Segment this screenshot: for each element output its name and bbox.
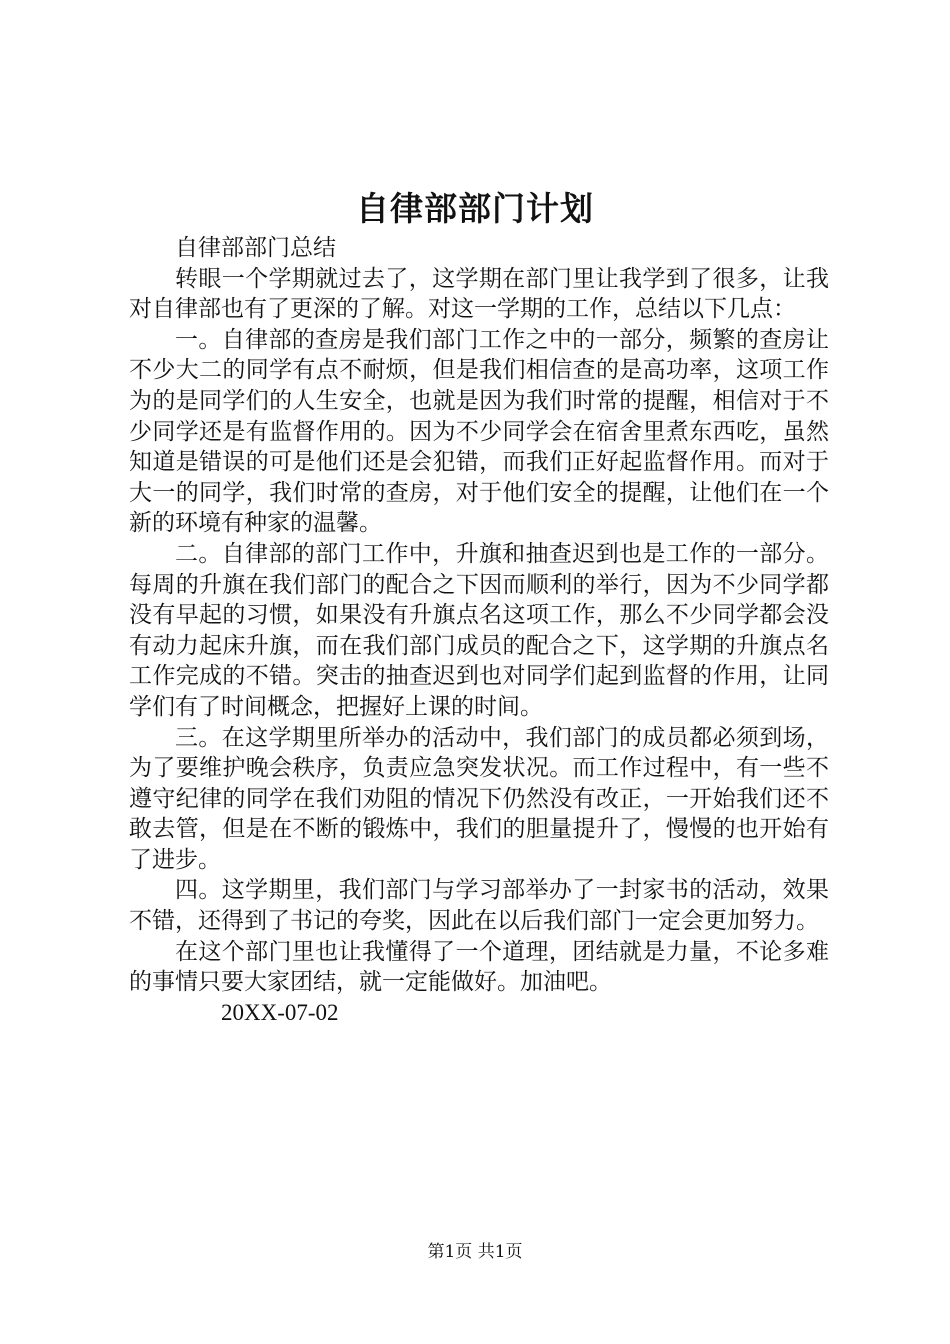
- paragraph-point-2: 二。自律部的部门工作中，升旗和抽查迟到也是工作的一部分。每周的升旗在我们部门的配合之下因而顺利的举行，因为不少同学都没有早起的习惯，如果没有升旗点名这项工作，那么不少同学都会没有动力起床升旗，而在我们部门成员的配合之下，这学期的升旗点名工作完成的不错。突击的抽查迟到也对同学们起到监督的作用，让同学们有了时间概念，把握好上课的时间。: [129, 540, 829, 720]
- paragraph-conclusion: 在这个部门里也让我懂得了一个道理，团结就是力量，不论多难的事情只要大家团结，就一定能做好。加油吧。: [129, 938, 829, 996]
- paragraph-point-4: 四。这学期里，我们部门与学习部举办了一封家书的活动，效果不错，还得到了书记的夸奖，因此在以后我们部门一定会更加努力。: [129, 877, 829, 935]
- document-body: [129, 233, 829, 1028]
- paragraph-heading: 自律部部门总结: [175, 235, 336, 261]
- document-title: 自律部部门计划: [356, 189, 594, 228]
- paragraph-intro: 转眼一个学期就过去了，这学期在部门里让我学到了很多，让我对自律部也有了更深的了解。对这一学期的工作，总结以下几点：: [129, 265, 829, 323]
- document-date: 20XX-07-02: [221, 999, 339, 1025]
- page-number-footer: 第1页 共1页: [427, 1242, 523, 1262]
- paragraph-point-1: 一。自律部的查房是我们部门工作之中的一部分，频繁的查房让不少大二的同学有点不耐烦，但是我们相信查的是高功率，这项工作为的是同学们的人生安全，也就是因为我们时常的提醒，相信对于不少同学还是有监督作用的。因为不少同学会在宿舍里煮东西吃，虽然知道是错误的可是他们还是会犯错，而我们正好起监督作用。而对于大一的同学，我们时常的查房，对于他们安全的提醒，让他们在一个新的环境有种家的温馨。: [129, 326, 829, 537]
- paragraph-point-3: 三。在这学期里所举办的活动中，我们部门的成员都必须到场，为了要维护晚会秩序，负责应急突发状况。而工作过程中，有一些不遵守纪律的同学在我们劝阻的情况下仍然没有改正，一开始我们还不敢去管，但是在不断的锻炼中，我们的胆量提升了，慢慢的也开始有了进步。: [129, 724, 829, 873]
